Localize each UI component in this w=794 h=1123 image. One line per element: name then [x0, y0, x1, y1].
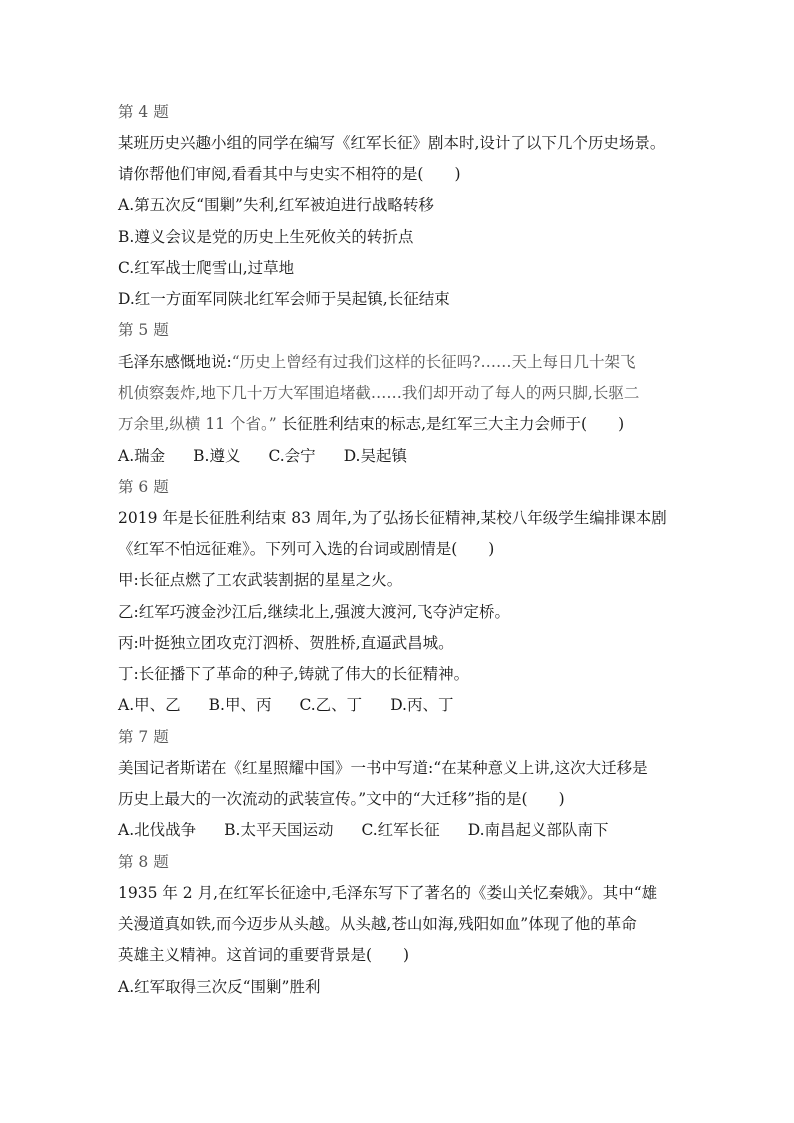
question-6-option-a: A.甲、乙 [118, 696, 181, 714]
question-6-number: 第 6 题 [118, 478, 169, 496]
question-8-number: 第 8 题 [118, 853, 169, 871]
question-5-quote-part-2: 机侦察轰炸,地下几十万大军围追堵截……我们却开动了每人的两只脚,长驱二 [118, 384, 640, 402]
question-7-option-d: D.南昌起义部队南下 [467, 821, 609, 839]
question-5-options [118, 446, 407, 466]
question-7-number: 第 7 题 [118, 728, 169, 746]
question-5-option-d: D.吴起镇 [343, 447, 407, 465]
question-7-options [118, 820, 609, 840]
question-7-option-b: B.太平天国运动 [224, 821, 334, 839]
question-5-stem-intro: 毛泽东感慨地说: [118, 353, 232, 371]
question-4-option-d: D.红一方面军同陕北红军会师于吴起镇,长征结束 [118, 290, 450, 308]
question-6-item-jia: 甲:长征点燃了工农武装割据的星星之火。 [118, 571, 403, 589]
question-5-stem-line-1 [118, 352, 635, 372]
question-5-option-c: C.会宁 [268, 447, 316, 465]
question-6-stem-line-1: 2019 年是长征胜利结束 83 周年,为了弘扬长征精神,某校八年级学生编排课本剧 [118, 509, 667, 527]
question-5-option-b: B.遵义 [193, 447, 241, 465]
question-6-option-b: B.甲、丙 [208, 696, 272, 714]
question-6-option-d: D.丙、丁 [390, 696, 454, 714]
question-5-option-a: A.瑞金 [118, 447, 166, 465]
question-4-option-b: B.遵义会议是党的历史上生死攸关的转折点 [118, 228, 414, 246]
question-7-stem-line-1: 美国记者斯诺在《红星照耀中国》一书中写道:“在某种意义上讲,这次大迁移是 [118, 759, 648, 777]
question-4-stem-line-1: 某班历史兴趣小组的同学在编写《红军长征》剧本时,设计了以下几个历史场景。 [118, 134, 666, 152]
question-5-stem-question: 长征胜利结束的标志,是红军三大主力会师于( ) [281, 415, 625, 433]
question-8-stem-line-2: 关漫道真如铁,而今迈步从头越。从头越,苍山如海,残阳如血”体现了他的革命 [118, 915, 637, 933]
question-6-options [118, 695, 454, 715]
question-8-option-a: A.红军取得三次反“围剿”胜利 [118, 978, 321, 996]
question-4-number: 第 4 题 [118, 103, 169, 121]
question-7-option-a: A.北伐战争 [118, 821, 197, 839]
question-6-stem-line-2: 《红军不怕远征难》。下列可入选的台词或剧情是( ) [118, 540, 495, 558]
question-6-option-c: C.乙、丁 [299, 696, 363, 714]
question-4-option-c: C.红军战士爬雪山,过草地 [118, 259, 295, 277]
question-5-quote-part-1: “历史上曾经有过我们这样的长征吗?……天上每日几十架飞 [231, 353, 636, 371]
question-8-stem-line-3: 英雄主义精神。这首词的重要背景是( ) [118, 946, 410, 964]
question-8-stem-line-1: 1935 年 2 月,在红军长征途中,毛泽东写下了著名的《娄山关忆秦娥》。其中“雄 [118, 884, 658, 902]
question-5-number: 第 5 题 [118, 321, 169, 339]
question-5-stem-line-3 [118, 414, 624, 434]
question-6-item-ding: 丁:长征播下了革命的种子,铸就了伟大的长征精神。 [118, 665, 470, 683]
question-5-quote-part-3: 万余里,纵横 11 个省。” [118, 415, 277, 433]
question-4-stem-line-2: 请你帮他们审阅,看看其中与史实不相符的是( ) [118, 165, 461, 183]
question-6-item-yi: 乙:红军巧渡金沙江后,继续北上,强渡大渡河,飞夺泸定桥。 [118, 603, 511, 621]
question-6-item-bing: 丙:叶挺独立团攻克汀泗桥、贺胜桥,直逼武昌城。 [118, 634, 454, 652]
question-4-option-a: A.第五次反“围剿”失利,红军被迫进行战略转移 [118, 196, 434, 214]
question-7-option-c: C.红军长征 [361, 821, 440, 839]
question-7-stem-line-2: 历史上最大的一次流动的武装宣传。”文中的“大迁移”指的是( ) [118, 790, 565, 808]
